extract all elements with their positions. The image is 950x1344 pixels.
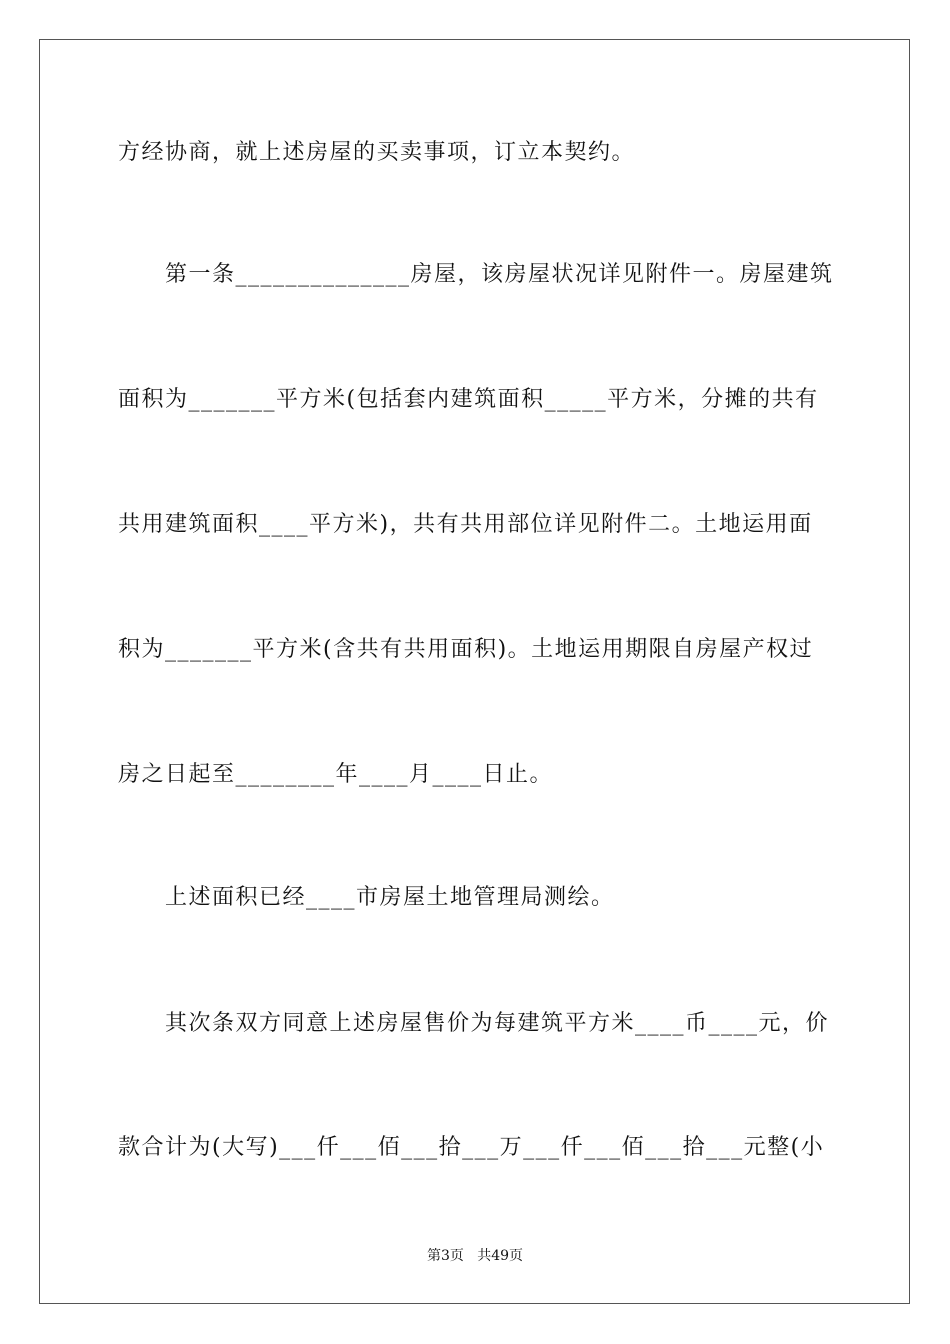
paragraph-line-5: 积为_______平方米(含共有共用面积)。土地运用期限自房屋产权过: [118, 637, 814, 662]
paragraph-line-2: 第一条______________房屋，该房屋状况详见附件一。房屋建筑: [165, 262, 834, 287]
paragraph-line-6: 房之日起至________年____月____日止。: [118, 762, 554, 787]
paragraph-line-3: 面积为_______平方米(包括套内建筑面积_____平方米，分摊的共有: [118, 387, 819, 412]
paragraph-line-9: 款合计为(大写)___仟___佰___拾___万___仟___佰___拾___元整(小: [118, 1135, 825, 1160]
page-border: [39, 39, 910, 1304]
paragraph-line-7: 上述面积已经____市房屋土地管理局测绘。: [165, 885, 615, 910]
paragraph-line-8: 其次条双方同意上述房屋售价为每建筑平方米____币____元，价: [165, 1011, 830, 1036]
paragraph-line-1: 方经协商，就上述房屋的买卖事项，订立本契约。: [118, 140, 636, 165]
paragraph-line-4: 共用建筑面积____平方米)，共有共用部位详见附件二。土地运用面: [118, 512, 813, 537]
page-number-footer: 第3页 共49页: [426, 1248, 524, 1264]
